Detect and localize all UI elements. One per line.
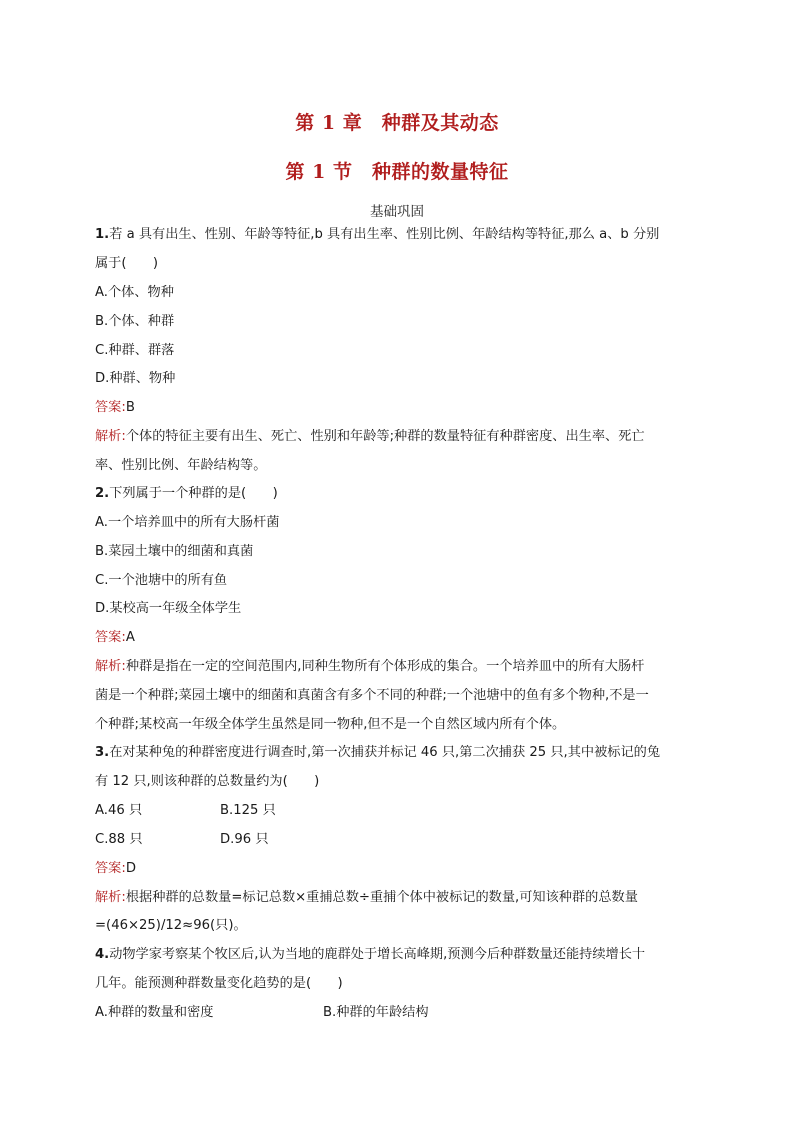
section-title: 第 1 节 种群的数量特征	[285, 161, 509, 183]
option: B.种群的年龄结构	[323, 1005, 429, 1020]
option: B.菜园土壤中的细菌和真菌	[95, 544, 254, 559]
analysis-line: =(46×25)/12≈96(只)。	[95, 918, 247, 933]
subsection-heading: 基础巩固	[370, 204, 424, 220]
question-1-stem-cont: 属于( )	[95, 256, 159, 271]
question-3-stem-cont: 有 12 只,则该种群的总数量约为( )	[95, 774, 320, 789]
question-4-stem-cont: 几年。能预测种群数量变化趋势的是( )	[95, 976, 343, 991]
answer-line: 答案:B	[95, 400, 135, 415]
question-4-stem: 4.动物学家考察某个牧区后,认为当地的鹿群处于增长高峰期,预测今后种群数量还能持续增长十	[95, 947, 646, 962]
analysis-line: 菌是一个种群;菜园土壤中的细菌和真菌含有多个不同的种群;一个池塘中的鱼有多个物种,不是一	[95, 688, 649, 703]
option: C.一个池塘中的所有鱼	[95, 573, 228, 588]
analysis-line: 解析:个体的特征主要有出生、死亡、性别和年龄等;种群的数量特征有种群密度、出生率、死亡	[95, 429, 645, 444]
option: B.个体、种群	[95, 314, 175, 329]
answer-line: 答案:A	[95, 630, 135, 645]
analysis-line: 个种群;某校高一年级全体学生虽然是同一物种,但不是一个自然区域内所有个体。	[95, 717, 566, 732]
analysis-line: 率、性别比例、年龄结构等。	[95, 458, 267, 473]
option: A.种群的数量和密度	[95, 1005, 214, 1020]
option: C.88 只	[95, 832, 143, 847]
option: D.种群、物种	[95, 371, 176, 386]
option: A.一个培养皿中的所有大肠杆菌	[95, 515, 280, 530]
option-row	[95, 831, 269, 849]
question-1-stem: 1.若 a 具有出生、性别、年龄等特征,b 具有出生率、性别比例、年龄结构等特征,那么 a、b 分别	[95, 227, 660, 242]
analysis-line: 解析:种群是指在一定的空间范围内,同种生物所有个体形成的集合。一个培养皿中的所有大肠杆	[95, 659, 645, 674]
option: D.96 只	[220, 832, 269, 847]
question-2-stem: 2.下列属于一个种群的是( )	[95, 486, 278, 501]
question-3-stem: 3.在对某种兔的种群密度进行调查时,第一次捕获并标记 46 只,第二次捕获 25 只,其中被标记的兔	[95, 745, 661, 760]
option-row	[95, 1004, 429, 1022]
answer-line: 答案:D	[95, 861, 136, 876]
chapter-title: 第 1 章 种群及其动态	[295, 112, 499, 134]
option: A.46 只	[95, 803, 143, 818]
option: C.种群、群落	[95, 343, 175, 358]
option: A.个体、物种	[95, 285, 174, 300]
option: B.125 只	[220, 803, 276, 818]
option-row	[95, 802, 276, 820]
analysis-line: 解析:根据种群的总数量=标记总数×重捕总数÷重捕个体中被标记的数量,可知该种群的总数量	[95, 890, 638, 905]
option: D.某校高一年级全体学生	[95, 601, 242, 616]
